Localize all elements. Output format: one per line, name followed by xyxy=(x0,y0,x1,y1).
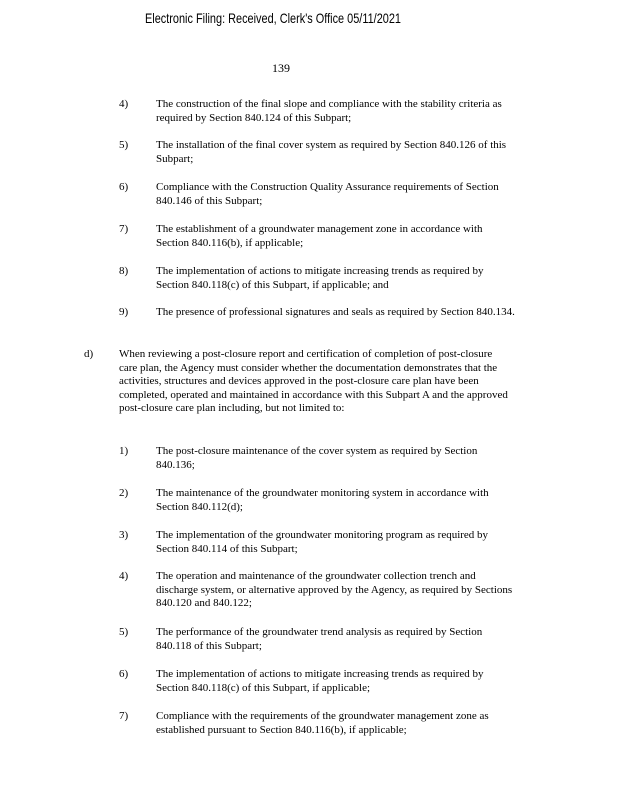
list-item-text: The performance of the groundwater trend analysis as required by Section 840.118 of this Subpart; xyxy=(156,626,483,652)
list-item-number: 5) xyxy=(119,139,129,151)
list-item-number: 4) xyxy=(119,98,129,110)
list-item-number: 1) xyxy=(119,445,129,457)
list-item-text: The installation of the final cover system as required by Section 840.126 of this Subpart; xyxy=(156,139,507,165)
list-item-text: The construction of the final slope and compliance with the stability criteria as required by Section 840.124 of this Subpart; xyxy=(156,98,502,124)
list-item-text: The presence of professional signatures and seals as required by Section 840.134. xyxy=(156,306,515,318)
list-item-number: 5) xyxy=(119,626,129,638)
filing-stamp-header: Electronic Filing: Received, Clerk's Office 05/11/2021 xyxy=(145,10,401,26)
list-item-text: The operation and maintenance of the groundwater collection trench and discharge system, or alternative approved by the Agency, as required by Sections 840.120 and 840.122; xyxy=(156,570,513,609)
list-item-text: The post-closure maintenance of the cover system as required by Section 840.136; xyxy=(156,445,478,471)
list-item-text: The implementation of actions to mitigate increasing trends as required by Section 840.118(c) of this Subpart, if applicable; and xyxy=(156,265,484,291)
list-item-text: Compliance with the Construction Quality Assurance requirements of Section 840.146 of this Subpart; xyxy=(156,181,499,207)
list-item-number: 3) xyxy=(119,529,129,541)
list-item-text: The implementation of actions to mitigate increasing trends as required by Section 840.118(c) of this Subpart, if applicable; xyxy=(156,668,484,694)
page-number: 139 xyxy=(272,61,290,75)
paragraph-d-text: When reviewing a post-closure report and certification of completion of post-closure care plan, the Agency must consider whether the documentation demonstrates that the activities, structures and devices approved in the post-closure care plan have been completed, operated and maintained in accordance with this Subpart A and the approved post-closure care plan including, but not limited to: xyxy=(119,348,508,414)
list-item-text: The implementation of the groundwater monitoring program as required by Section 840.114 of this Subpart; xyxy=(156,529,489,555)
list-item-text: The establishment of a groundwater management zone in accordance with Section 840.116(b), if applicable; xyxy=(156,223,483,249)
paragraph-d-label: d) xyxy=(84,348,94,360)
list-item-text: The maintenance of the groundwater monitoring system in accordance with Section 840.112(d); xyxy=(156,487,489,513)
list-item-number: 6) xyxy=(119,668,129,680)
list-item-number: 8) xyxy=(119,265,129,277)
list-item-number: 7) xyxy=(119,223,129,235)
list-item-text: Compliance with the requirements of the groundwater management zone as established pursuant to Section 840.116(b), if applicable; xyxy=(156,710,489,736)
list-item-number: 7) xyxy=(119,710,129,722)
list-item-number: 4) xyxy=(119,570,129,582)
list-item-number: 6) xyxy=(119,181,129,193)
list-item-number: 9) xyxy=(119,306,129,318)
list-item-number: 2) xyxy=(119,487,129,499)
